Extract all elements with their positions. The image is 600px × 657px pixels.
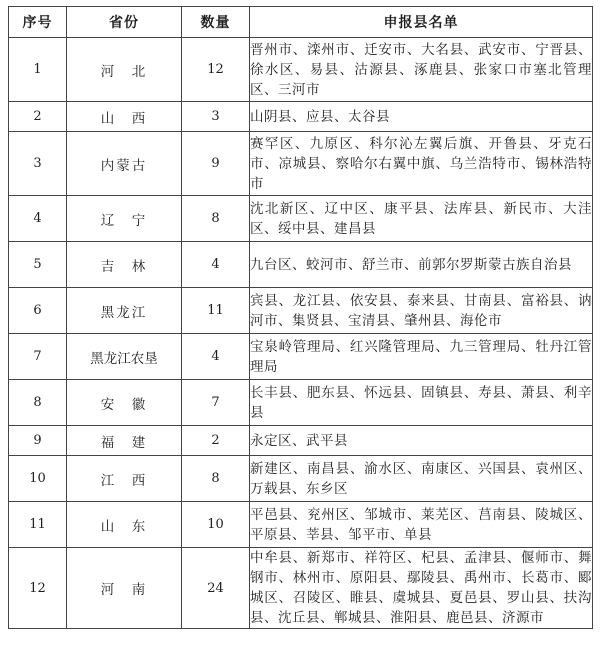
row-province: 山 东	[67, 502, 182, 548]
header-list: 申报县名单	[250, 7, 593, 38]
table-row	[9, 132, 593, 196]
row-county-list: 宝泉岭管理局、红兴隆管理局、九三管理局、牡丹江管理局	[250, 334, 593, 380]
row-no: 6	[9, 288, 67, 334]
row-province: 黑龙江农垦	[67, 334, 182, 380]
row-county-list: 中牟县、新郑市、祥符区、杞县、孟津县、偃师市、舞钢市、林州市、原阳县、鄢陵县、禹州市、长葛市、郾城区、召陵区、睢县、虞城县、夏邑县、罗山县、扶沟县、沈丘县、郸城县、淮阳县、鹿邑县、济源市	[250, 548, 593, 629]
row-county-list: 晋州市、滦州市、迁安市、大名县、武安市、宁晋县、徐水区、易县、沽源县、涿鹿县、张家口市塞北管理区、三河市	[250, 38, 593, 102]
row-province: 安 徽	[67, 380, 182, 426]
row-count: 7	[182, 380, 250, 426]
county-list-sheet	[8, 6, 592, 629]
row-county-list: 九台区、蛟河市、舒兰市、前郭尔罗斯蒙古族自治县	[250, 242, 593, 288]
row-province: 黑龙江	[67, 288, 182, 334]
row-count: 3	[182, 102, 250, 132]
row-no: 9	[9, 426, 67, 456]
row-count: 4	[182, 242, 250, 288]
row-no: 5	[9, 242, 67, 288]
table-row	[9, 102, 593, 132]
row-count: 10	[182, 502, 250, 548]
row-province: 河 北	[67, 38, 182, 102]
row-no: 2	[9, 102, 67, 132]
table-row	[9, 196, 593, 242]
row-count: 24	[182, 548, 250, 629]
table-row	[9, 288, 593, 334]
row-province: 辽 宁	[67, 196, 182, 242]
table-row	[9, 242, 593, 288]
header-province: 省份	[67, 7, 182, 38]
row-count: 4	[182, 334, 250, 380]
row-no: 1	[9, 38, 67, 102]
row-no: 7	[9, 334, 67, 380]
row-no: 3	[9, 132, 67, 196]
row-county-list: 沈北新区、辽中区、康平县、法库县、新民市、大洼区、绥中县、建昌县	[250, 196, 593, 242]
row-county-list: 平邑县、兖州区、邹城市、莱芜区、莒南县、陵城区、平原县、莘县、邹平市、单县	[250, 502, 593, 548]
row-count: 8	[182, 196, 250, 242]
row-no: 10	[9, 456, 67, 502]
row-county-list: 新建区、南昌县、渝水区、南康区、兴国县、袁州区、万载县、东乡区	[250, 456, 593, 502]
table-row	[9, 380, 593, 426]
row-province: 山 西	[67, 102, 182, 132]
row-no: 8	[9, 380, 67, 426]
row-province: 福 建	[67, 426, 182, 456]
county-table	[8, 6, 593, 629]
row-count: 9	[182, 132, 250, 196]
row-county-list: 长丰县、肥东县、怀远县、固镇县、寿县、萧县、利辛县	[250, 380, 593, 426]
table-row	[9, 334, 593, 380]
row-province: 吉 林	[67, 242, 182, 288]
header-no: 序号	[9, 7, 67, 38]
row-no: 4	[9, 196, 67, 242]
table-row	[9, 502, 593, 548]
table-row	[9, 548, 593, 629]
table-row	[9, 426, 593, 456]
row-province: 内蒙古	[67, 132, 182, 196]
row-county-list: 宾县、龙江县、依安县、泰来县、甘南县、富裕县、讷河市、集贤县、宝清县、肇州县、海伦市	[250, 288, 593, 334]
table-row	[9, 38, 593, 102]
header-count: 数量	[182, 7, 250, 38]
row-county-list: 赛罕区、九原区、科尔沁左翼后旗、开鲁县、牙克石市、凉城县、察哈尔右翼中旗、乌兰浩特市、锡林浩特市	[250, 132, 593, 196]
table-row	[9, 456, 593, 502]
row-count: 11	[182, 288, 250, 334]
row-county-list: 永定区、武平县	[250, 426, 593, 456]
row-count: 2	[182, 426, 250, 456]
row-count: 12	[182, 38, 250, 102]
row-province: 河 南	[67, 548, 182, 629]
row-province: 江 西	[67, 456, 182, 502]
row-no: 12	[9, 548, 67, 629]
row-count: 8	[182, 456, 250, 502]
table-header-row	[9, 7, 593, 38]
row-no: 11	[9, 502, 67, 548]
row-county-list: 山阴县、应县、太谷县	[250, 102, 593, 132]
